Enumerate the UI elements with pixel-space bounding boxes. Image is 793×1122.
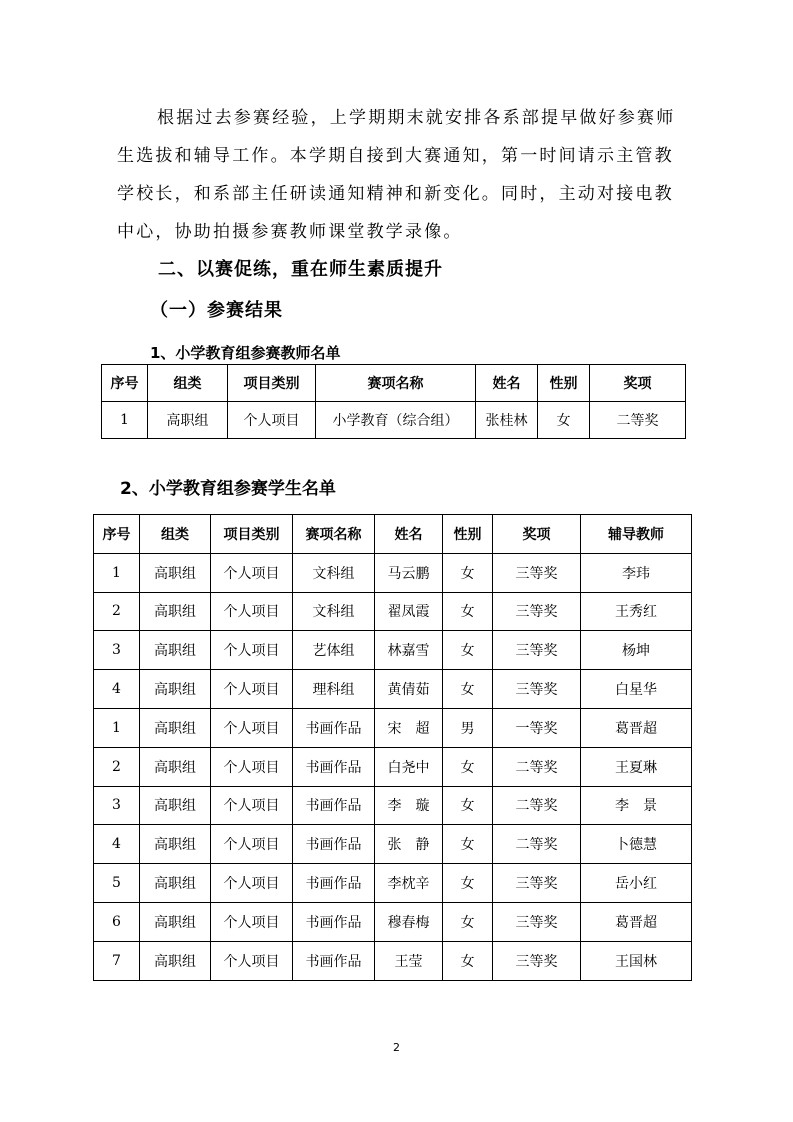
table-cell: 二等奖 bbox=[590, 402, 686, 439]
table-cell: 个人项目 bbox=[211, 786, 293, 825]
table-cell: 2 bbox=[94, 592, 140, 631]
table-cell: 葛晋超 bbox=[581, 708, 692, 747]
table-cell: 白尧中 bbox=[375, 747, 443, 786]
header-cell: 奖项 bbox=[493, 515, 581, 554]
table-cell: 个人项目 bbox=[211, 592, 293, 631]
table-cell: 葛晋超 bbox=[581, 902, 692, 941]
table-cell: 2 bbox=[94, 747, 140, 786]
table-header-row bbox=[102, 365, 686, 402]
table-cell: 女 bbox=[443, 786, 493, 825]
table-cell: 高职组 bbox=[140, 864, 211, 903]
table-cell: 书画作品 bbox=[293, 864, 375, 903]
table-cell: 高职组 bbox=[140, 553, 211, 592]
header-cell: 序号 bbox=[102, 365, 148, 402]
table-cell: 岳小红 bbox=[581, 864, 692, 903]
table-cell: 女 bbox=[538, 402, 590, 439]
table-header-row bbox=[94, 515, 692, 554]
table-cell: 杨坤 bbox=[581, 631, 692, 670]
table-cell: 李玮 bbox=[581, 553, 692, 592]
header-cell: 项目类别 bbox=[211, 515, 293, 554]
paragraph-line: 中心，协助拍摄参赛教师课堂教学录像。 bbox=[117, 222, 463, 242]
table-cell: 个人项目 bbox=[211, 747, 293, 786]
table-cell: 文科组 bbox=[293, 592, 375, 631]
table-row bbox=[102, 402, 686, 439]
table-cell: 文科组 bbox=[293, 553, 375, 592]
table-cell: 个人项目 bbox=[211, 553, 293, 592]
table-cell: 1 bbox=[102, 402, 148, 439]
table-row bbox=[94, 825, 692, 864]
table-cell: 高职组 bbox=[140, 786, 211, 825]
table-cell: 4 bbox=[94, 825, 140, 864]
student-table-caption: 2、小学教育组参赛学生名单 bbox=[120, 479, 336, 499]
teacher-table bbox=[101, 364, 686, 439]
header-cell: 姓名 bbox=[375, 515, 443, 554]
table-cell: 高职组 bbox=[140, 592, 211, 631]
section-heading: 二、以赛促练，重在师生素质提升 bbox=[158, 259, 443, 280]
table-cell: 二等奖 bbox=[493, 786, 581, 825]
table-row bbox=[94, 786, 692, 825]
table-cell: 高职组 bbox=[140, 747, 211, 786]
table-cell: 书画作品 bbox=[293, 786, 375, 825]
table-cell: 林嘉雪 bbox=[375, 631, 443, 670]
table-row bbox=[94, 631, 692, 670]
table-cell: 个人项目 bbox=[211, 941, 293, 980]
table-cell: 个人项目 bbox=[211, 902, 293, 941]
table-cell: 三等奖 bbox=[493, 631, 581, 670]
table-cell: 1 bbox=[94, 708, 140, 747]
table-cell: 7 bbox=[94, 941, 140, 980]
header-cell: 奖项 bbox=[590, 365, 686, 402]
table-row bbox=[94, 670, 692, 709]
header-cell: 组类 bbox=[148, 365, 228, 402]
header-cell: 赛项名称 bbox=[316, 365, 476, 402]
table-cell: 书画作品 bbox=[293, 708, 375, 747]
table-cell: 理科组 bbox=[293, 670, 375, 709]
table-cell: 女 bbox=[443, 553, 493, 592]
header-cell: 姓名 bbox=[476, 365, 538, 402]
table-row bbox=[94, 941, 692, 980]
table-cell: 个人项目 bbox=[211, 825, 293, 864]
table-cell: 王莹 bbox=[375, 941, 443, 980]
table-cell: 女 bbox=[443, 747, 493, 786]
header-cell: 序号 bbox=[94, 515, 140, 554]
table-cell: 高职组 bbox=[140, 631, 211, 670]
table-cell: 艺体组 bbox=[293, 631, 375, 670]
table-cell: 1 bbox=[94, 553, 140, 592]
table-cell: 三等奖 bbox=[493, 902, 581, 941]
table-cell: 李 璇 bbox=[375, 786, 443, 825]
table-cell: 三等奖 bbox=[493, 941, 581, 980]
teacher-table-caption: 1、小学教育组参赛教师名单 bbox=[150, 344, 341, 362]
student-table bbox=[93, 514, 692, 981]
header-cell: 项目类别 bbox=[228, 365, 316, 402]
paragraph-line: 生选拔和辅导工作。本学期自接到大赛通知，第一时间请示主管教 bbox=[117, 146, 674, 166]
table-cell: 个人项目 bbox=[228, 402, 316, 439]
table-cell: 高职组 bbox=[140, 708, 211, 747]
table-cell: 书画作品 bbox=[293, 825, 375, 864]
table-cell: 女 bbox=[443, 864, 493, 903]
table-cell: 个人项目 bbox=[211, 708, 293, 747]
table-cell: 书画作品 bbox=[293, 941, 375, 980]
table-row bbox=[94, 747, 692, 786]
table-cell: 黄倩茹 bbox=[375, 670, 443, 709]
table-cell: 穆春梅 bbox=[375, 902, 443, 941]
table-cell: 高职组 bbox=[140, 670, 211, 709]
table-cell: 女 bbox=[443, 670, 493, 709]
table-row bbox=[94, 902, 692, 941]
table-row bbox=[94, 708, 692, 747]
table-cell: 书画作品 bbox=[293, 747, 375, 786]
table-cell: 三等奖 bbox=[493, 553, 581, 592]
table-cell: 张桂林 bbox=[476, 402, 538, 439]
table-cell: 个人项目 bbox=[211, 631, 293, 670]
table-cell: 4 bbox=[94, 670, 140, 709]
table-cell: 李 景 bbox=[581, 786, 692, 825]
header-cell: 性别 bbox=[443, 515, 493, 554]
table-row bbox=[94, 864, 692, 903]
table-cell: 二等奖 bbox=[493, 825, 581, 864]
table-cell: 白星华 bbox=[581, 670, 692, 709]
table-cell: 女 bbox=[443, 631, 493, 670]
table-cell: 3 bbox=[94, 631, 140, 670]
paragraph-line: 学校长，和系部主任研读通知精神和新变化。同时，主动对接电教 bbox=[117, 184, 674, 204]
table-cell: 马云鹏 bbox=[375, 553, 443, 592]
table-cell: 卜德慧 bbox=[581, 825, 692, 864]
header-cell: 赛项名称 bbox=[293, 515, 375, 554]
table-cell: 女 bbox=[443, 592, 493, 631]
intro-paragraph bbox=[117, 99, 687, 251]
header-cell: 辅导教师 bbox=[581, 515, 692, 554]
table-cell: 女 bbox=[443, 825, 493, 864]
table-cell: 宋 超 bbox=[375, 708, 443, 747]
table-cell: 3 bbox=[94, 786, 140, 825]
subsection-heading: （一）参赛结果 bbox=[150, 300, 283, 321]
header-cell: 性别 bbox=[538, 365, 590, 402]
table-cell: 6 bbox=[94, 902, 140, 941]
table-cell: 一等奖 bbox=[493, 708, 581, 747]
paragraph-line: 根据过去参赛经验，上学期期末就安排各系部提早做好参赛师 bbox=[157, 108, 676, 128]
table-cell: 翟凤霞 bbox=[375, 592, 443, 631]
table-cell: 高职组 bbox=[148, 402, 228, 439]
table-cell: 小学教育（综合组） bbox=[316, 402, 476, 439]
table-row bbox=[94, 592, 692, 631]
table-cell: 王夏琳 bbox=[581, 747, 692, 786]
table-cell: 张 静 bbox=[375, 825, 443, 864]
table-cell: 男 bbox=[443, 708, 493, 747]
table-cell: 书画作品 bbox=[293, 902, 375, 941]
table-cell: 三等奖 bbox=[493, 864, 581, 903]
table-cell: 个人项目 bbox=[211, 670, 293, 709]
table-cell: 三等奖 bbox=[493, 592, 581, 631]
table-cell: 李枕辛 bbox=[375, 864, 443, 903]
table-cell: 王国林 bbox=[581, 941, 692, 980]
page-number: 2 bbox=[393, 1041, 400, 1054]
table-cell: 二等奖 bbox=[493, 747, 581, 786]
table-cell: 女 bbox=[443, 902, 493, 941]
header-cell: 组类 bbox=[140, 515, 211, 554]
table-cell: 三等奖 bbox=[493, 670, 581, 709]
table-cell: 高职组 bbox=[140, 825, 211, 864]
table-cell: 5 bbox=[94, 864, 140, 903]
table-cell: 高职组 bbox=[140, 902, 211, 941]
table-cell: 个人项目 bbox=[211, 864, 293, 903]
table-cell: 高职组 bbox=[140, 941, 211, 980]
table-row bbox=[94, 553, 692, 592]
table-cell: 王秀红 bbox=[581, 592, 692, 631]
table-cell: 女 bbox=[443, 941, 493, 980]
